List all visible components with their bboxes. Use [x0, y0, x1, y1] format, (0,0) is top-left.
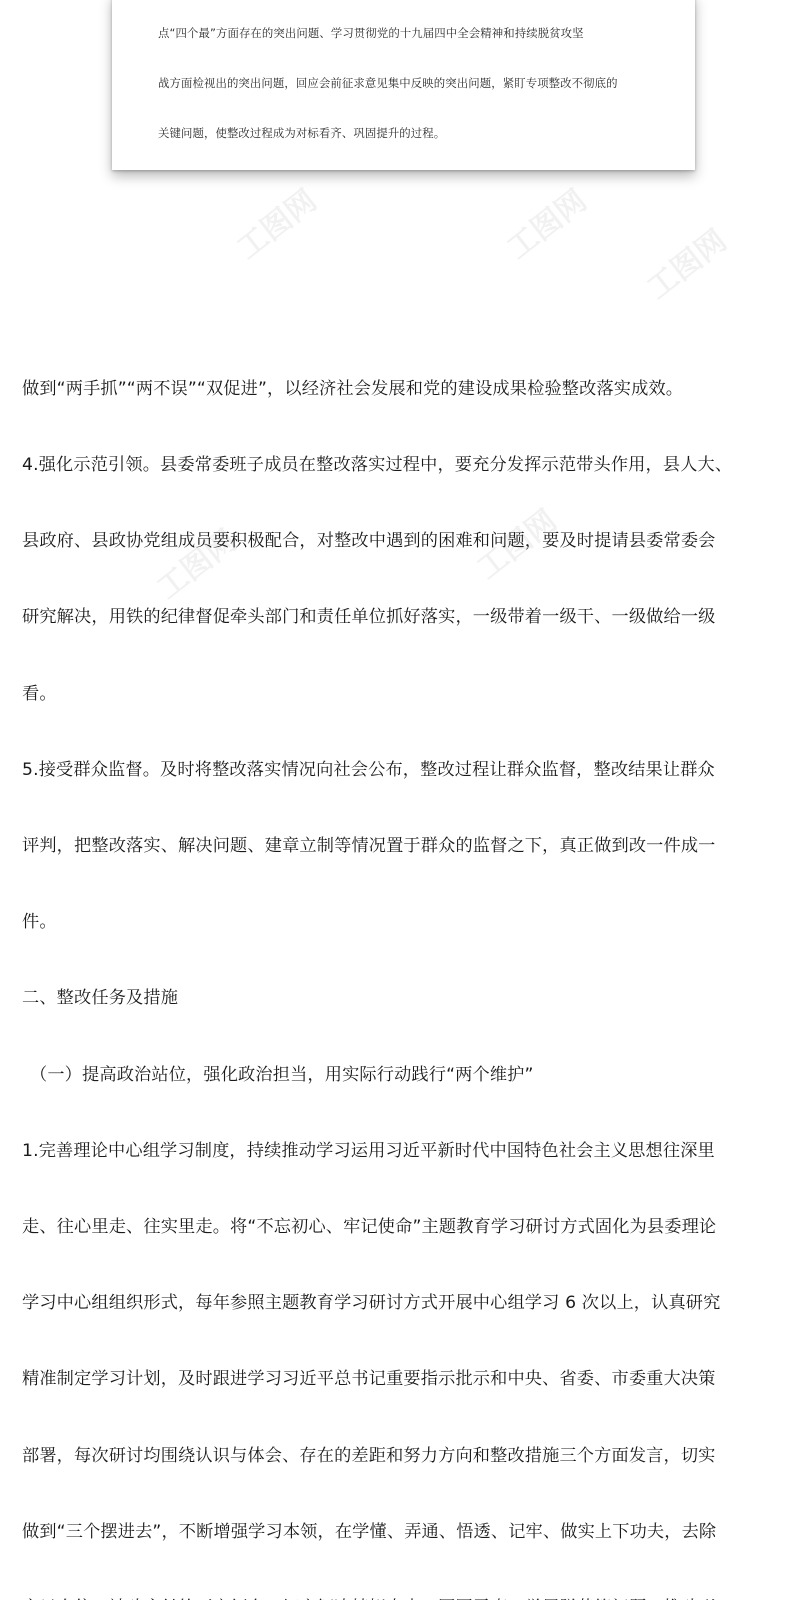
watermark: 工图网: [640, 223, 734, 307]
body-line: 件。: [22, 912, 57, 933]
watermark: 工图网: [150, 523, 244, 607]
preview-line: 战方面检视出的突出问题，回应会前征求意见集中反映的突出问题，紧盯专项整改不彻底的: [158, 75, 618, 90]
watermark: 工图网: [500, 183, 594, 267]
body-line: 精准制定学习计划，及时跟进学习习近平总书记重要指示批示和中央、省委、市委重大决策: [22, 1369, 716, 1390]
body-line: 研究解决，用铁的纪律督促牵头部门和责任单位抓好落实，一级带着一级干、一级做给一级: [22, 607, 716, 628]
section-heading: 二、整改任务及措施: [22, 988, 179, 1009]
body-line: 4.强化示范引领。县委常委班子成员在整改落实过程中，要充分发挥示范带头作用，县人大、: [22, 455, 733, 476]
body-line: 做到“三个摆进去”，不断增强学习本领，在学懂、弄通、悟透、记牢、做实上下功夫，去除: [22, 1521, 717, 1542]
body-line: 部署，每次研讨均围绕认识与体会、存在的差距和努力方向和整改措施三个方面发言，切实: [22, 1445, 716, 1466]
subsection-heading: （一）提高政治站位，强化政治担当，用实际行动践行“两个维护”: [30, 1064, 534, 1085]
preview-line: 关键问题，使整改过程成为对标看齐、巩固提升的过程。: [158, 125, 446, 140]
body-line: 县政府、县政协党组成员要积极配合，对整改中遇到的困难和问题，要及时提请县委常委会: [22, 531, 716, 552]
body-line: 学习中心组组织形式，每年参照主题教育学习研讨方式开展中心组学习 6 次以上，认真研究: [22, 1293, 721, 1314]
watermark: 工图网: [230, 183, 324, 267]
watermark: 工图网: [470, 503, 564, 587]
document-preview-text: [158, 0, 678, 170]
preview-line: 点“四个最”方面存在的突出问题、学习贯彻党的十九届四中全会精神和持续脱贫攻坚: [158, 26, 584, 41]
body-line: 评判，把整改落实、解决问题、建章立制等情况置于群众的监督之下，真正做到改一件成一: [22, 836, 716, 857]
body-line: 5.接受群众监督。及时将整改落实情况向社会公布，整改过程让群众监督，整改结果让群众: [22, 759, 715, 780]
body-line: 看。: [22, 683, 57, 704]
document-preview-card: [112, 0, 695, 170]
body-line: 做到“两手抓”“两不误”“双促进”，以经济社会发展和党的建设成果检验整改落实成效。: [22, 378, 684, 399]
body-line: [22, 1596, 792, 1600]
body-line: 1.完善理论中心组学习制度，持续推动学习运用习近平新时代中国特色社会主义思想往深里: [22, 1140, 715, 1161]
body-line: 走、往心里走、往实里走。将“不忘初心、牢记使命”主题教育学习研讨方式固化为县委理论: [22, 1217, 717, 1238]
document-body: [22, 326, 792, 1600]
